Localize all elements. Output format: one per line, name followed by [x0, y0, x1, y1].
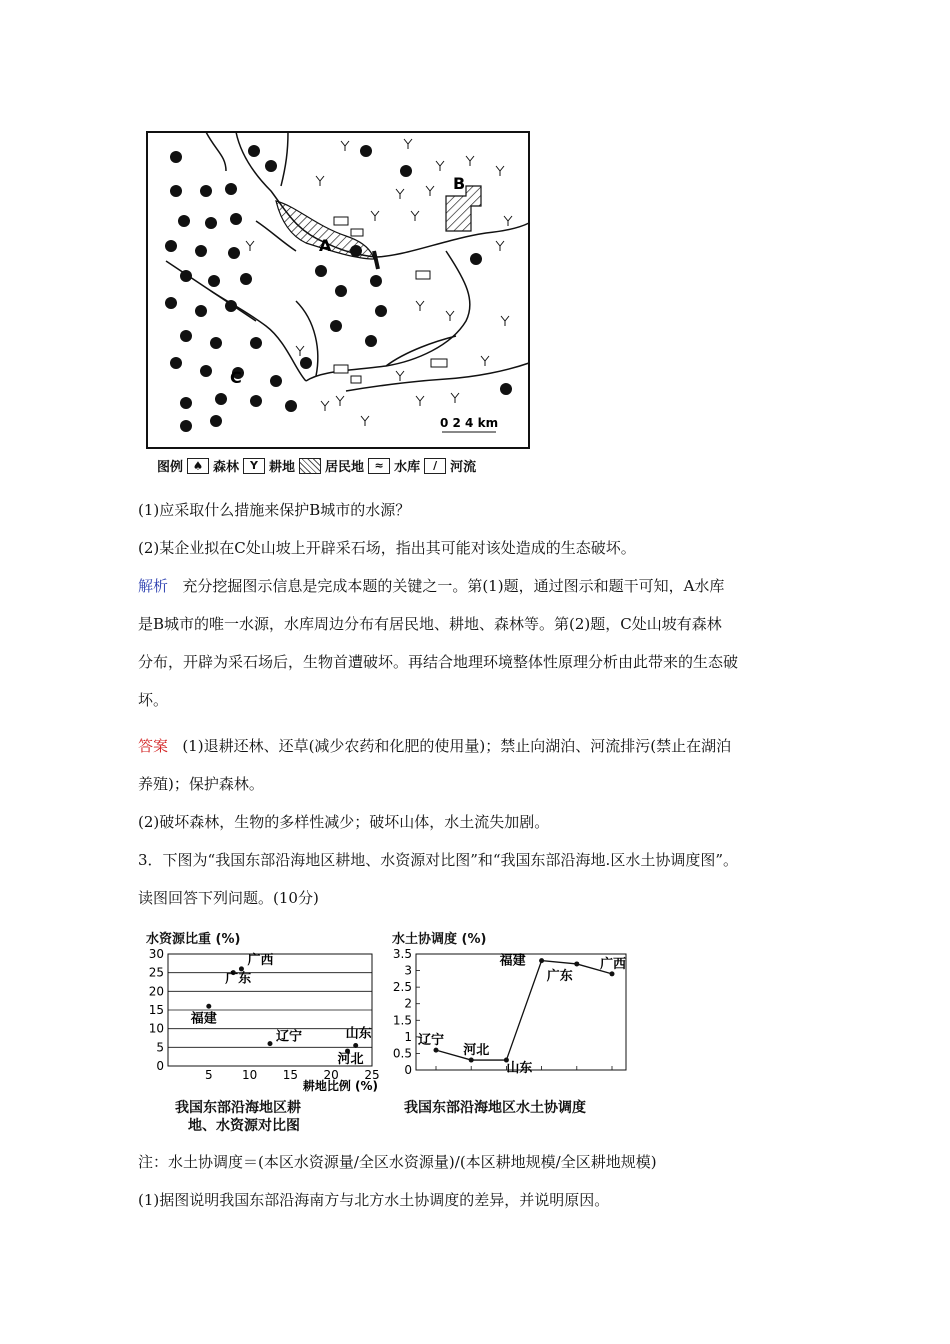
chart2-point — [469, 1058, 474, 1063]
legend-river: 河流 — [450, 460, 477, 475]
chart2-point-label: 山东 — [506, 1061, 533, 1077]
chart1-point — [206, 1004, 211, 1009]
chart1-ytick: 0 — [156, 1059, 164, 1073]
chart2-ytick: 1.5 — [392, 1013, 412, 1028]
legend-residential: 居民地 — [325, 460, 365, 475]
chart1-point — [353, 1043, 358, 1048]
chart2-frame — [416, 954, 626, 1070]
chart2-point-label: 福建 — [499, 953, 526, 969]
chart2-ytick: 3.5 — [392, 947, 412, 961]
map-label-b: B — [453, 174, 466, 193]
legend-forest: 森林 — [213, 460, 240, 475]
river-icon: ∕ — [424, 458, 446, 474]
chart1-caption-2: 地、水资源对比图 — [188, 1118, 300, 1134]
question-1: (1)应采取什么措施来保护B城市的水源？ — [138, 501, 411, 519]
chart1-xlabel: 耕地比例 (%) — [302, 1079, 378, 1093]
question-3-line-2: 读图回答下列问题。(10分) — [138, 889, 319, 907]
legend-title: 图例 — [157, 460, 184, 475]
legend-reservoir: 水库 — [394, 460, 421, 475]
chart2-ytick: 1 — [404, 1029, 412, 1044]
chart1-ytick: 10 — [148, 1021, 164, 1036]
question-3-line-1: 3．下图为“我国东部沿海地区耕地、水资源对比图”和“我国东部沿海地.区水土协调度图”。 — [138, 851, 738, 869]
chart1-scatter — [140, 944, 390, 1093]
answer-line-3: (2)破坏森林，生物的多样性减少；破坏山体，水土流失加剧。 — [138, 813, 550, 831]
chart2-ylabel: 水土协调度 (%) — [392, 932, 487, 947]
chart2-point — [539, 958, 544, 963]
answer-line-1 — [138, 736, 818, 756]
chart2-point — [574, 961, 579, 966]
chart1-point-label: 山东 — [345, 1026, 372, 1042]
map-label-a: A — [319, 236, 332, 255]
chart1-point-label: 广西 — [247, 952, 274, 968]
chart1-ytick: 20 — [148, 984, 164, 999]
question-2: (2)某企业拟在C处山坡上开辟采石场，指出其可能对该处造成的生态破坏。 — [138, 539, 636, 557]
chart1-point — [268, 1041, 273, 1046]
chart1-ytick: 30 — [148, 947, 164, 961]
map-scale-text: 0 2 4 km — [440, 416, 499, 430]
eco-map — [146, 131, 530, 449]
forest-icon: ♠ — [187, 458, 209, 474]
analysis-line-3: 分布，开辟为采石场后，生物首遭破坏。再结合地理环境整体性原理分析由此带来的生态破 — [138, 653, 739, 671]
analysis-label: 解析 — [138, 577, 169, 595]
chart2-line — [380, 944, 640, 1084]
chart2-ytick: 2 — [404, 996, 412, 1011]
legend-farmland: 耕地 — [269, 460, 296, 475]
chart1-point-label: 河北 — [337, 1052, 364, 1068]
chart2-point-label: 河北 — [463, 1043, 490, 1059]
chart2-point-label: 广西 — [600, 956, 627, 972]
chart2-point-label: 辽宁 — [418, 1033, 445, 1049]
chart2-point — [610, 971, 615, 976]
reservoir-icon: ≈ — [368, 458, 390, 474]
answer-text-1: (1)退耕还林、还草(减少农药和化肥的使用量)；禁止向湖泊、河流排污(禁止在湖泊 — [182, 737, 732, 755]
residential-icon — [299, 458, 321, 474]
chart2-caption: 我国东部沿海地区水土协调度 — [404, 1100, 586, 1116]
chart1-xtick: 10 — [241, 1068, 258, 1082]
analysis-line-4: 坏。 — [138, 691, 169, 709]
chart2-ytick: 0 — [404, 1063, 412, 1077]
map-label-c: C — [230, 368, 242, 387]
chart1-xtick: 20 — [323, 1068, 339, 1082]
chart2-point — [434, 1048, 439, 1053]
analysis-line-2: 是B城市的唯一水源，水库周边分布有居民地、耕地、森林等。第(2)题，C处山坡有森林 — [138, 615, 722, 633]
note: 注：水土协调度＝(本区水资源量/全区水资源量)/(本区耕地规模/全区耕地规模) — [138, 1153, 657, 1171]
chart1-point-label: 福建 — [190, 1011, 217, 1027]
chart1-xtick: 25 — [364, 1068, 380, 1082]
question-3-1: (1)据图说明我国东部沿海南方与北方水土协调度的差异，并说明原因。 — [138, 1191, 610, 1209]
chart2-point-label: 广东 — [546, 968, 573, 984]
chart2-ytick: 2.5 — [392, 980, 412, 995]
chart1-ytick: 25 — [148, 965, 164, 980]
chart1-caption-1: 我国东部沿海地区耕 — [175, 1100, 301, 1116]
chart1-xtick: 15 — [282, 1068, 299, 1082]
chart1-point-label: 广东 — [225, 971, 252, 987]
answer-line-2: 养殖)；保护森林。 — [138, 775, 264, 793]
chart1-ytick: 15 — [148, 1003, 164, 1017]
analysis-line-1 — [138, 576, 818, 596]
chart2-ytick: 3 — [404, 963, 412, 978]
chart1-ytick: 5 — [156, 1040, 164, 1055]
chart1-point-label: 辽宁 — [276, 1029, 303, 1045]
analysis-text-1: 充分挖掘图示信息是完成本题的关键之一。第(1)题，通过图示和题干可知，A水库 — [182, 577, 725, 595]
map-legend — [157, 456, 476, 475]
chart2-ytick: 0.5 — [392, 1046, 412, 1061]
farmland-icon: Y — [243, 458, 265, 474]
answer-label: 答案 — [138, 737, 169, 755]
chart1-ylabel: 水资源比重 (%) — [146, 932, 241, 947]
chart1-xtick: 5 — [204, 1068, 213, 1082]
